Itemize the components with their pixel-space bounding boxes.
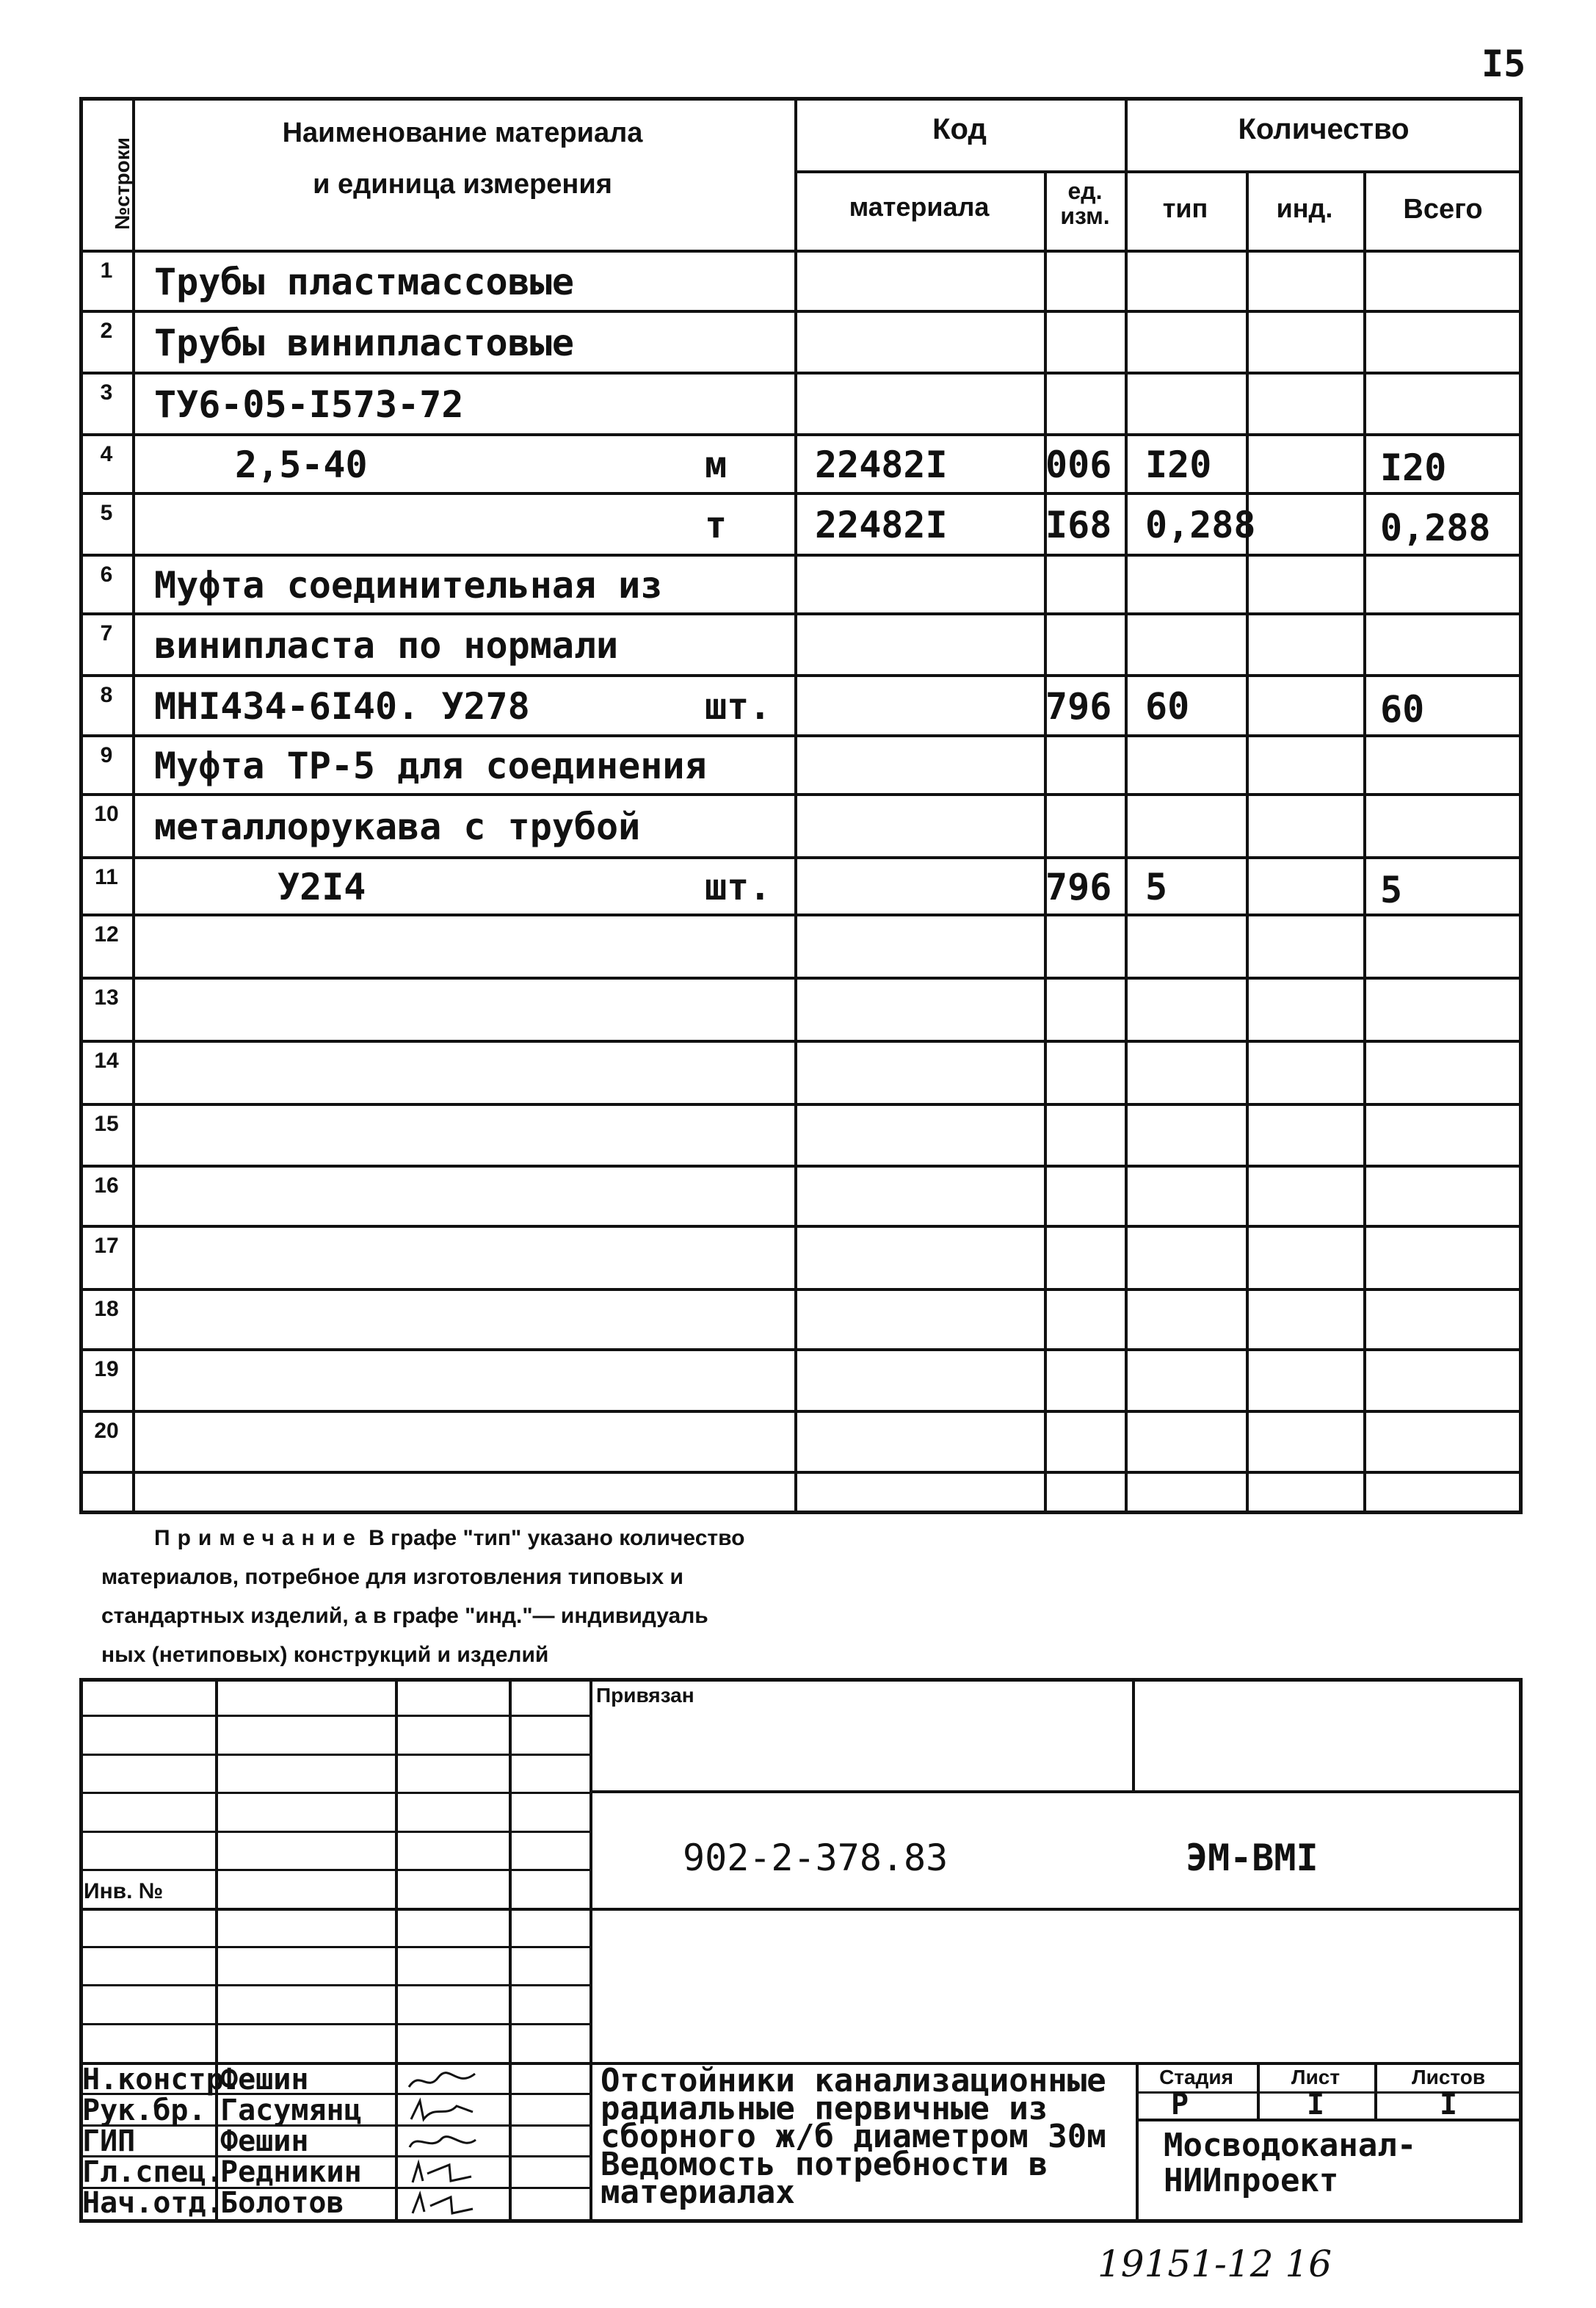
handwritten-signature: [405, 2128, 479, 2156]
row-number: 11: [95, 865, 118, 889]
row-divider: [79, 554, 1523, 557]
document-mark: ЭМ-ВМI: [1186, 1837, 1318, 1879]
title-line4: Ведомость потребности в: [601, 2146, 1048, 2183]
note-text1: В графе "тип" указано количество: [369, 1526, 745, 1550]
name-header-line1: Наименование материала: [282, 117, 643, 148]
sheets-label: Листов: [1411, 2066, 1486, 2088]
signatory-name: Фешин: [220, 2124, 309, 2158]
material-name: Трубы винипластовые: [154, 322, 574, 364]
handwritten-signature: [405, 2066, 479, 2094]
row-divider: [79, 1165, 1523, 1168]
quantity-header: Количество: [1238, 113, 1410, 145]
row-divider: [79, 793, 1523, 796]
note-line4: ных (нетиповых) конструкций и изделий: [101, 1643, 549, 1667]
row-divider: [79, 856, 1523, 859]
row-number: 6: [100, 562, 113, 587]
document-code: 902-2-378.83: [683, 1837, 948, 1879]
quantity-total: 0,288: [1380, 507, 1491, 549]
quantity-total: 60: [1380, 688, 1425, 731]
handwritten-signature: [405, 2159, 479, 2187]
row-number: 10: [94, 802, 119, 826]
code-header: Код: [932, 113, 987, 145]
row-divider: [79, 1040, 1523, 1043]
code-material-header: материала: [849, 192, 990, 222]
material-name: МНI434-6I40. У278: [154, 685, 530, 728]
row-divider: [79, 372, 1523, 375]
material-name: Трубы пластмассовые: [154, 261, 574, 303]
material-name: Муфта соединительная из: [154, 564, 663, 607]
title-line3: сборного ж/б диаметром 30м: [601, 2118, 1106, 2155]
row-number: 12: [94, 922, 119, 947]
row-divider: [79, 1103, 1523, 1106]
row-divider: [79, 433, 1523, 436]
row-number: 18: [94, 1297, 119, 1321]
unit-of-measure: т: [705, 504, 728, 546]
qty-ind-header: инд.: [1276, 193, 1333, 223]
unit-code: I68: [1045, 504, 1112, 546]
row-divider: [79, 1471, 1523, 1474]
row-divider: [79, 914, 1523, 916]
inv-no-label: Инв. №: [84, 1879, 164, 1903]
organization-line1: Мосводоканал-: [1164, 2127, 1417, 2164]
note-line3: стандартных изделий, а в графе "инд."— индивидуаль: [101, 1604, 708, 1628]
qty-total-header: Всего: [1403, 194, 1483, 225]
row-divider: [79, 310, 1523, 313]
row-divider: [79, 1288, 1523, 1291]
signatory-role: ГИП: [82, 2124, 136, 2158]
row-number: 7: [100, 621, 113, 645]
code-unit-header: ед. изм.: [1060, 178, 1110, 229]
material-name: металлорукава с трубой: [154, 806, 641, 848]
row-divider: [79, 734, 1523, 737]
quantity-total: 5: [1380, 869, 1403, 911]
unit-of-measure: шт.: [705, 866, 772, 908]
title-line2: радиальные первичные из: [601, 2090, 1048, 2127]
material-code: 22482I: [815, 444, 948, 486]
quantity-type: 5: [1145, 866, 1168, 908]
row-number: 19: [94, 1357, 119, 1381]
handwritten-signature: [405, 2097, 479, 2125]
quantity-type: I20: [1145, 444, 1212, 486]
row-number: 3: [100, 380, 113, 405]
signatory-name: Болотов: [220, 2186, 344, 2220]
material-name: ТУ6-05-I573-72: [154, 383, 464, 426]
material-code: 22482I: [815, 504, 948, 546]
note-line1: [154, 1527, 744, 1549]
name-header-line2: и единица измерения: [313, 169, 612, 200]
row-number: 4: [100, 442, 113, 466]
row-number: 20: [94, 1419, 119, 1443]
material-name: 2,5-40: [235, 444, 368, 486]
row-number-header: №строки: [111, 137, 134, 230]
unit-code: 006: [1045, 444, 1112, 486]
title-line1: Отстойники канализационные: [601, 2062, 1106, 2099]
qty-type-header: тип: [1162, 193, 1208, 223]
organization-line2: НИИпроект: [1164, 2162, 1339, 2199]
unit-of-measure: шт.: [705, 685, 772, 728]
row-number: 9: [100, 743, 113, 767]
row-divider: [79, 977, 1523, 980]
row-number: 16: [94, 1173, 119, 1198]
material-name: винипласта по нормали: [154, 624, 619, 667]
row-divider: [79, 1348, 1523, 1351]
row-number: 8: [100, 683, 113, 707]
attached-label: Привязан: [596, 1684, 694, 1707]
signatory-role: Рук.бр.: [82, 2094, 206, 2127]
row-divider: [79, 674, 1523, 677]
row-number: 17: [94, 1234, 119, 1258]
row-number: 15: [94, 1112, 119, 1136]
signatory-role: Н.констр.: [82, 2063, 242, 2097]
sheet-value: I: [1306, 2088, 1325, 2121]
row-number: 5: [100, 501, 113, 525]
footer-mark: 19151-12 16: [1098, 2243, 1332, 2285]
row-divider: [79, 1410, 1523, 1413]
signatory-role: Гл.спец.: [82, 2155, 224, 2189]
note-line2: материалов, потребное для изготовления типовых и: [101, 1565, 683, 1589]
unit-code: 796: [1045, 866, 1112, 908]
sheets-value: I: [1439, 2088, 1458, 2121]
signatory-name: Фешин: [220, 2063, 309, 2097]
quantity-type: 0,288: [1145, 504, 1256, 546]
material-name: Муфта ТР-5 для соединения: [154, 745, 707, 787]
row-number: 14: [94, 1049, 119, 1073]
row-number: 2: [100, 319, 113, 343]
note-lead: Примечание: [154, 1526, 363, 1550]
row-divider: [79, 492, 1523, 495]
row-number: 1: [100, 258, 113, 283]
unit-of-measure: м: [705, 444, 728, 486]
quantity-total: I20: [1380, 446, 1447, 489]
title-line5: материалах: [601, 2174, 795, 2211]
row-divider: [79, 1225, 1523, 1228]
row-number: 13: [94, 985, 119, 1010]
page-number: I5: [1481, 43, 1526, 85]
stage-label: Стадия: [1159, 2066, 1233, 2088]
row-divider: [79, 612, 1523, 615]
unit-code: 796: [1045, 685, 1112, 728]
quantity-type: 60: [1145, 685, 1190, 728]
signatory-name: Редникин: [220, 2155, 362, 2189]
stage-value: Р: [1170, 2088, 1189, 2121]
handwritten-signature: [405, 2190, 479, 2218]
material-name: У2I4: [278, 866, 366, 908]
signatory-role: Нач.отд.: [82, 2186, 224, 2220]
sheet-label: Лист: [1291, 2066, 1341, 2088]
signatory-name: Гасумянц: [220, 2094, 362, 2127]
